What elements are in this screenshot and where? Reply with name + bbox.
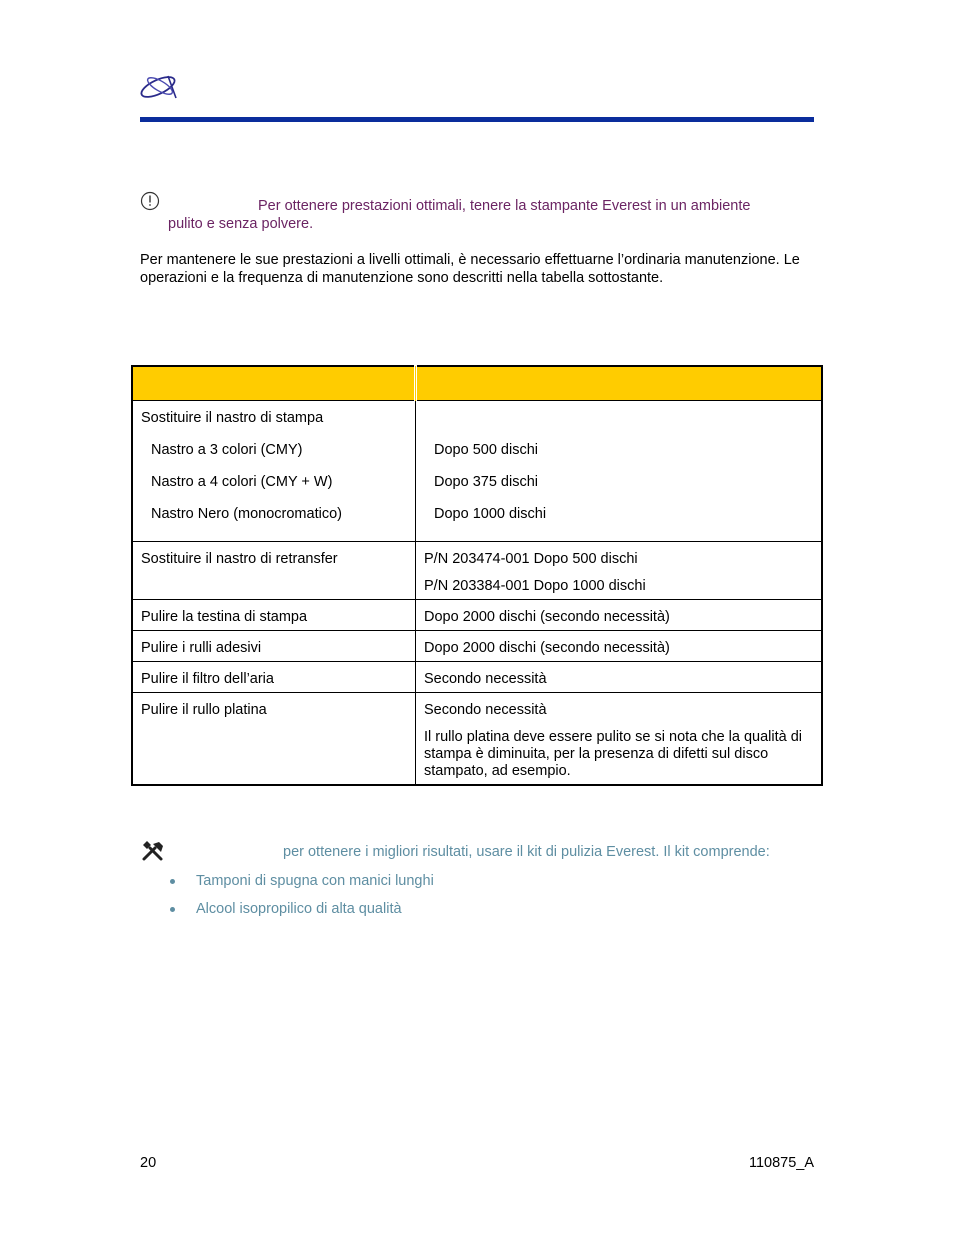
table-header-cell	[132, 366, 416, 401]
list-item-text: Alcool isopropilico di alta qualità	[196, 901, 402, 917]
list-item	[168, 900, 434, 928]
tip-text: per ottenere i migliori risultati, usare il kit di pulizia Everest. Il kit comprende:	[283, 844, 770, 860]
list-item	[168, 872, 434, 900]
ribbon-type: Nastro a 3 colori (CMY)	[151, 442, 303, 458]
frequency-cell: Dopo 375 dischi	[434, 474, 538, 490]
bullet-icon	[170, 907, 175, 912]
tip-bullet-list	[168, 872, 434, 928]
task-cell: Pulire i rulli adesivi	[141, 640, 262, 656]
table-row	[132, 631, 822, 662]
empty-line	[424, 409, 813, 441]
table-row	[132, 662, 822, 693]
bullet-icon	[170, 879, 175, 884]
list-item-text: Tamponi di spugna con manici lunghi	[196, 873, 434, 889]
ribbon-type: Nastro a 4 colori (CMY + W)	[151, 474, 333, 490]
ribbon-type: Nastro Nero (monocromatico)	[151, 506, 342, 522]
document-code: 110875_A	[748, 1155, 814, 1171]
orbit-logo-icon	[138, 72, 180, 102]
platen-note: Il rullo platina deve essere pulito se si nota che la qualità di stampa è diminuita, per la presenza di difetti sul disco stampato, ad esempio.	[424, 729, 803, 779]
table-row	[132, 401, 822, 542]
frequency-cell: Secondo necessità	[424, 702, 547, 718]
maintenance-table	[131, 365, 823, 786]
task-cell: Pulire il filtro dell’aria	[141, 671, 274, 687]
table-row	[132, 693, 822, 786]
caution-note	[168, 197, 808, 233]
frequency-cell: Dopo 2000 dischi (secondo necessità)	[424, 609, 670, 625]
table-header-cell	[416, 366, 823, 401]
table-header-row	[132, 366, 822, 401]
tools-icon	[141, 840, 165, 862]
page-number: 20	[140, 1155, 157, 1171]
frequency-cell: Dopo 1000 dischi	[434, 506, 547, 522]
frequency-cell: Dopo 500 dischi	[434, 442, 538, 458]
table-row	[132, 542, 822, 600]
frequency-cell: P/N 203474-001 Dopo 500 dischi	[424, 551, 638, 567]
exclamation-circle-icon	[140, 191, 160, 211]
task-cell: Sostituire il nastro di retransfer	[141, 551, 338, 567]
header-rule	[140, 117, 814, 122]
caution-line-1: Per ottenere prestazioni ottimali, tenere la stampante Everest in un ambiente	[258, 198, 751, 214]
task-cell: Pulire la testina di stampa	[141, 609, 308, 625]
frequency-cell: P/N 203384-001 Dopo 1000 dischi	[424, 578, 646, 594]
table-row	[132, 600, 822, 631]
intro-paragraph: Per mantenere le sue prestazioni a livelli ottimali, è necessario effettuarne l’ordinaria manutenzione. Le operazioni e la frequenza di manutenzione sono descritti nella tabella sottostante.	[140, 252, 800, 286]
caution-line-2: pulito e senza polvere.	[168, 216, 314, 232]
frequency-cell: Dopo 2000 dischi (secondo necessità)	[424, 640, 670, 656]
frequency-cell: Secondo necessità	[424, 671, 547, 687]
task-cell: Sostituire il nastro di stampa	[141, 410, 324, 426]
task-cell: Pulire il rullo platina	[141, 702, 267, 718]
